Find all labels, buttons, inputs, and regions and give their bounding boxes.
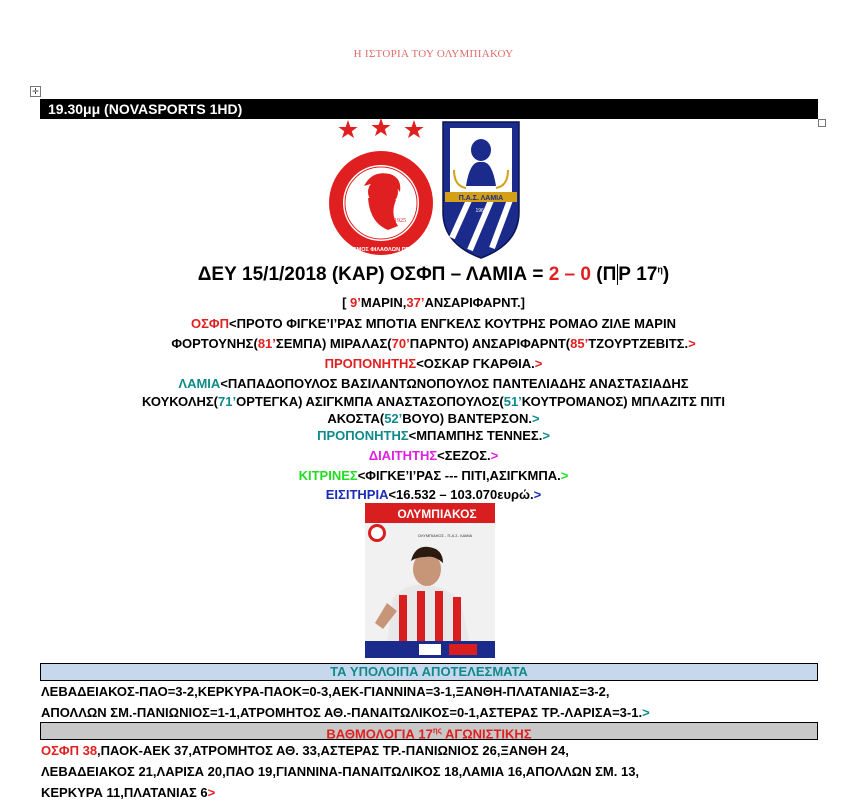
osfp-coach-name: <ΟΣΚΑΡ ΓΚΑΡΘΙΑ. <box>416 356 535 371</box>
osfp-sub-1-minute: 81’ <box>257 336 276 351</box>
goals-line <box>0 295 867 310</box>
olympiakos-logo-ring: ΣΥΝΔΕΣΜΟΣ ΦΙΛΑΘΛΩΝ ΠΕΙΡΑΙΩΣ <box>334 247 428 253</box>
referee-end: > <box>490 448 499 463</box>
table-resize-handle[interactable] <box>818 119 826 127</box>
lamia-lineup-line-1 <box>0 376 867 391</box>
other-results-heading: ΤΑ ΥΠΟΛΟΙΠΑ ΑΠΟΤΕΛΕΣΜΑΤΑ <box>40 663 818 681</box>
lamia-coach-name: <ΜΠΑΜΠΗΣ ΤΕΝΝΕΣ. <box>408 428 543 443</box>
other-results-line-1: ΛΕΒΑΔΕΙΑΚΟΣ-ΠΑΟ=3-2,ΚΕΡΚΥΡΑ-ΠΑΟΚ=0-3,ΑΕΚ-ΓΙΑΝΝΙΝΑ=3-1,ΞΑΝΘΗ-ΠΛΑΤΑΝΙΑΣ=3-2, <box>41 684 610 699</box>
osfp-sub-2-minute: 70’ <box>391 336 410 351</box>
lamia-l2c: ΚΟΥΤΡΟΜΑΝΟΣ) ΜΠΛΑΖΙΤΣ ΠΙΤΙ <box>521 394 725 409</box>
lamia-coach-line <box>0 428 867 443</box>
standings-text <box>41 740 831 803</box>
osfp-label: ΟΣΦΠ <box>191 316 229 331</box>
standings-heading-sup: ης <box>432 726 442 735</box>
program-cover-subtitle: ΟΛΥΜΠΙΑΚΟΣ - Π.Α.Σ. ΛΑΜΙΑ <box>417 533 473 538</box>
match-title: ΔΕΥ 15/1/2018 (ΚΑΡ) ΟΣΦΠ – ΛΑΜΙΑ = <box>197 264 549 285</box>
lamia-logo-text: Π.Α.Σ. ΛΑΜΙΑ <box>458 195 504 202</box>
yellow-cards-end: > <box>560 468 569 483</box>
other-results-line-2: ΑΠΟΛΛΩΝ ΣΜ.-ΠΑΝΙΩΝΙΟΣ=1-1,ΑΤΡΟΜΗΤΟΣ ΑΘ.-ΠΑΝΑΙΤΩΛΙΚΟΣ=0-1,ΑΣΤΕΡΑΣ ΤΡ.-ΛΑΡΙΣΑ=3-1. <box>41 705 643 720</box>
other-results-end: > <box>642 705 650 720</box>
tickets-end: > <box>533 487 542 502</box>
yellow-cards-line <box>0 468 867 483</box>
osfp-coach-line <box>0 356 867 371</box>
yellow-cards-label: ΚΙΤΡΙΝΕΣ <box>298 468 358 483</box>
referee-name: <ΣΕΖΟΣ. <box>437 448 491 463</box>
referee-label: ΔΙΑΙΤΗΤΗΣ <box>368 448 438 463</box>
osfp-l2d: ΤΖΟΥΡΤΖΕΒΙΤΣ. <box>588 336 689 351</box>
osfp-lineup-line-2 <box>0 336 867 351</box>
match-program-cover <box>365 503 495 658</box>
olympiakos-logo <box>328 118 434 258</box>
other-results-text <box>41 681 831 723</box>
stars-icon <box>338 118 423 138</box>
broadcast-bar: 19.30μμ (NOVASPORTS 1HD) <box>40 99 818 119</box>
osfp-coach-label: ΠΡΟΠΟΝΗΤΗΣ <box>324 356 417 371</box>
table-move-handle-icon[interactable]: ✛ <box>30 86 41 97</box>
lamia-l2b: ΟΡΤΕΓΚΑ) ΑΣΙΓΚΜΠΑ ΑΝΑΣΤΑΣΟΠΟΥΛΟΣ( <box>236 394 504 409</box>
lamia-sub-2-minute: 51’ <box>503 394 522 409</box>
standings-line-2: ΛΕΒΑΔΕΙΑΚΟΣ 21,ΛΑΡΙΣΑ 20,ΠΑΟ 19,ΓΙΑΝΝΙΝΑ-ΠΑΝΑΙΤΩΛΙΚΟΣ 18,ΛΑΜΙΑ 16,ΑΠΟΛΛΩΝ ΣΜ. 13, <box>41 764 640 779</box>
standings-heading-a: ΒΑΘΜΟΛΟΓΙΑ 17 <box>326 726 433 742</box>
goal-2-minute: 37’ <box>406 295 425 310</box>
standings-heading <box>40 722 818 740</box>
lamia-logo <box>440 120 522 260</box>
match-score: 2 – 0 <box>548 264 591 285</box>
lamia-l2a: ΚΟΥΚΟΛΗΣ( <box>142 394 219 409</box>
standings-heading-b: ΑΓΩΝΙΣΤΙΚΗΣ <box>441 726 532 742</box>
standings-leader: ΟΣΦΠ 38 <box>41 743 98 758</box>
standings-line-1: ,ΠΑΟΚ-ΑΕΚ 37,ΑΤΡΟΜΗΤΟΣ ΑΘ. 33,ΑΣΤΕΡΑΣ ΤΡ.-ΠΑΝΙΩΝΙΟΣ 26,ΞΑΝΘΗ 24, <box>97 743 569 758</box>
match-round-open: (Π <box>590 264 617 285</box>
lamia-sub-3-minute: 52’ <box>384 411 403 426</box>
osfp-sub-3-minute: 85’ <box>570 336 589 351</box>
osfp-lineup-line-1 <box>0 316 867 331</box>
lamia-label: ΛΑΜΙΑ <box>178 376 221 391</box>
goal-2-scorer: ΑΝΣΑΡΙΦΑΡΝΤ.] <box>424 295 525 310</box>
lamia-lineup-line-3 <box>0 411 867 426</box>
osfp-l2a: ΦΟΡΤΟΥΝΗΣ( <box>171 336 258 351</box>
program-cover-graphic <box>365 503 495 658</box>
lamia-lineup-1: <ΠΑΠΑΔΟΠΟΥΛΟΣ ΒΑΣΙΛΑΝΤΩΝΟΠΟΥΛΟΣ ΠΑΝΤΕΛΙΑΔΗΣ ΑΝΑΣΤΑΣΙΑΔΗΣ <box>220 376 689 391</box>
lamia-l3a: ΑΚΟΣΤΑ( <box>327 411 385 426</box>
referee-line <box>0 448 867 463</box>
match-round-end: ) <box>662 264 670 285</box>
standings-line-3: ΚΕΡΚΥΡΑ 11,ΠΛΑΤΑΝΙΑΣ 6 <box>41 785 208 800</box>
goal-1-scorer: ΜΑΡΙΝ, <box>360 295 407 310</box>
tickets-value: <16.532 – 103.070ευρώ. <box>388 487 534 502</box>
lamia-lineup-line-2 <box>0 394 867 409</box>
program-cover-title: ΟΛΥΜΠΙΑΚΟΣ <box>397 507 477 521</box>
tickets-line <box>0 487 867 502</box>
osfp-l2-end: > <box>688 336 696 351</box>
osfp-lineup-1: <ΠΡΟΤΟ ΦΙΓΚΕ’Ι’ΡΑΣ ΜΠΟΤΙΑ ΕΝΓΚΕΛΣ ΚΟΥΤΡΗΣ ΡΟΜΑΟ ΖΙΛΕ ΜΑΡΙΝ <box>229 316 676 331</box>
goals-open: [ <box>342 295 351 310</box>
standings-end: > <box>207 785 216 800</box>
match-score-line <box>0 264 867 286</box>
osfp-l2c: ΠΑΡΝΤΟ) ΑΝΣΑΡΙΦΑΡΝΤ( <box>409 336 571 351</box>
match-round: Ρ 17 <box>618 264 658 285</box>
osfp-l2b: ΣΕΜΠΑ) ΜΙΡΑΛΑΣ( <box>275 336 392 351</box>
goal-1-minute: 9’ <box>350 295 361 310</box>
lamia-l3b: ΒΟΥΟ) ΒΑΝΤΕΡΣΟΝ. <box>402 411 532 426</box>
match-round-sup: η <box>657 264 663 275</box>
osfp-coach-end: > <box>534 356 543 371</box>
lamia-coach-label: ΠΡΟΠΟΝΗΤΗΣ <box>317 428 409 443</box>
tickets-label: ΕΙΣΙΤΗΡΙΑ <box>325 487 389 502</box>
page-title: Η ΙΣΤΟΡΙΑ ΤΟΥ ΟΛΥΜΠΙΑΚΟΥ <box>353 48 514 60</box>
olympiakos-logo-year: 1925 <box>394 218 406 224</box>
lamia-l3-end: > <box>532 411 540 426</box>
yellow-cards-names: <ΦΙΓΚΕ’Ι’ΡΑΣ --- ΠΙΤΙ,ΑΣΙΓΚΜΠΑ. <box>357 468 561 483</box>
lamia-logo-year: 1964 <box>475 208 487 214</box>
lamia-sub-1-minute: 71’ <box>218 394 237 409</box>
lamia-coach-end: > <box>542 428 550 443</box>
olympiakos-logo-text: ΟΛΥΜΠΙΑΚΟΣ <box>351 138 411 148</box>
